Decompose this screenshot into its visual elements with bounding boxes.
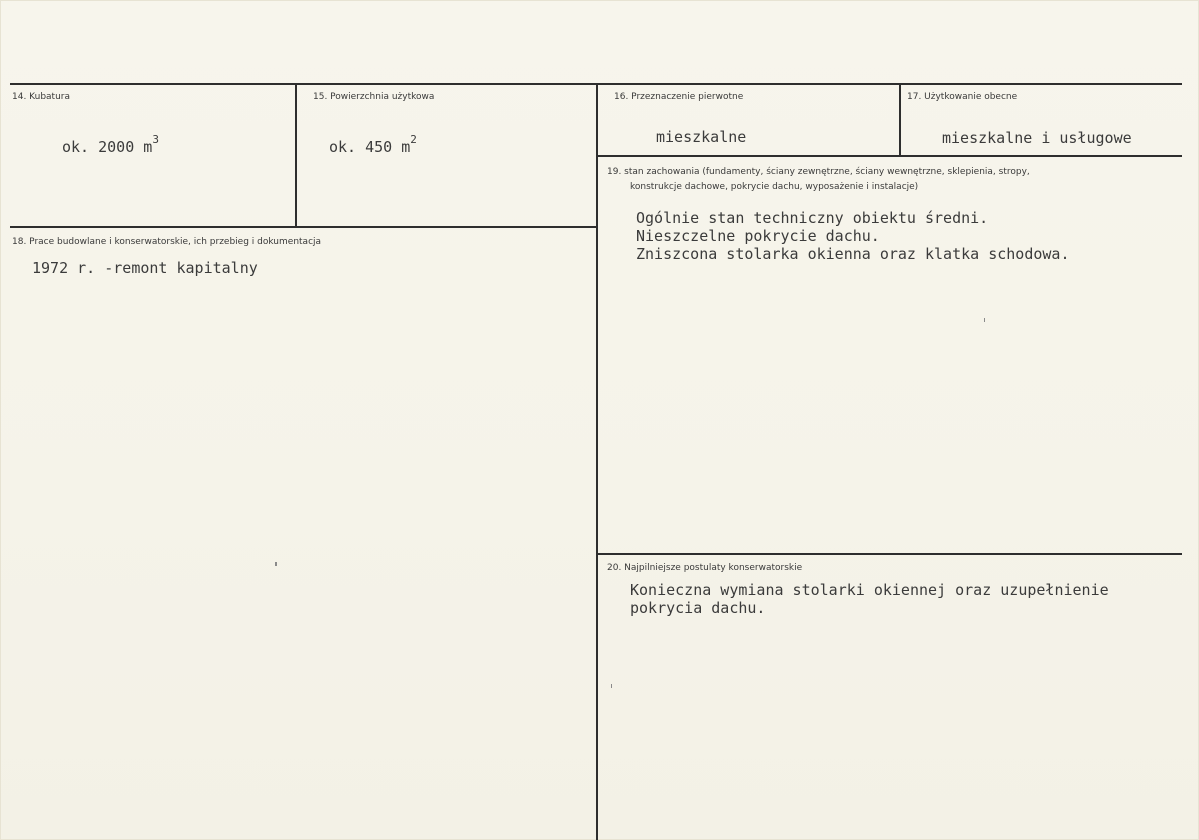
kubatura-label: 14. Kubatura bbox=[12, 92, 71, 102]
kubatura-value-text: ok. 2000 m bbox=[62, 138, 153, 156]
stan-label-line1: 19. stan zachowania (fundamenty, ściany zewnętrzne, ściany wewnętrzne, sklepienia, stropy, bbox=[607, 167, 1030, 177]
uzytkowanie-label: 17. Użytkowanie obecne bbox=[907, 92, 1018, 102]
kubatura-value-sup: 3 bbox=[152, 133, 159, 146]
stan-line: Zniszcona stolarka okienna oraz klatka schodowa. bbox=[636, 245, 1070, 263]
postulaty-line: pokrycia dachu. bbox=[630, 599, 766, 617]
powierzchnia-value-text: ok. 450 m bbox=[329, 138, 411, 156]
powierzchnia-value bbox=[329, 133, 417, 157]
stan-line: Ogólnie stan techniczny obiektu średni. bbox=[636, 209, 989, 227]
main-column-divider bbox=[596, 83, 598, 840]
przeznaczenie-value: mieszkalne bbox=[656, 128, 747, 146]
paper-speck bbox=[275, 562, 277, 566]
uzytkowanie-value: mieszkalne i usługowe bbox=[942, 129, 1132, 147]
postulaty-label: 20. Najpilniejsze postulaty konserwatorskie bbox=[607, 563, 803, 573]
prace-line: 1972 r. -remont kapitalny bbox=[32, 259, 258, 277]
powierzchnia-value-sup: 2 bbox=[410, 133, 417, 146]
powierzchnia-label: 15. Powierzchnia użytkowa bbox=[313, 92, 435, 102]
paper-speck bbox=[984, 318, 985, 322]
rule-below-row1-right bbox=[598, 155, 1182, 157]
divider-14-15 bbox=[295, 83, 297, 226]
stan-line: Nieszczelne pokrycie dachu. bbox=[636, 227, 880, 245]
przeznaczenie-label: 16. Przeznaczenie pierwotne bbox=[614, 92, 744, 102]
postulaty-line: Konieczna wymiana stolarki okiennej oraz uzupełnienie bbox=[630, 581, 1109, 599]
rule-above-section-20 bbox=[598, 553, 1182, 555]
rule-below-row1-left bbox=[10, 226, 598, 228]
stan-label-line2: konstrukcje dachowe, pokrycie dachu, wyposażenie i instalacje) bbox=[630, 182, 919, 192]
prace-label: 18. Prace budowlane i konserwatorskie, ich przebieg i dokumentacja bbox=[12, 237, 322, 247]
kubatura-value bbox=[62, 133, 159, 157]
divider-16-17 bbox=[899, 83, 901, 155]
paper-speck bbox=[611, 684, 612, 688]
